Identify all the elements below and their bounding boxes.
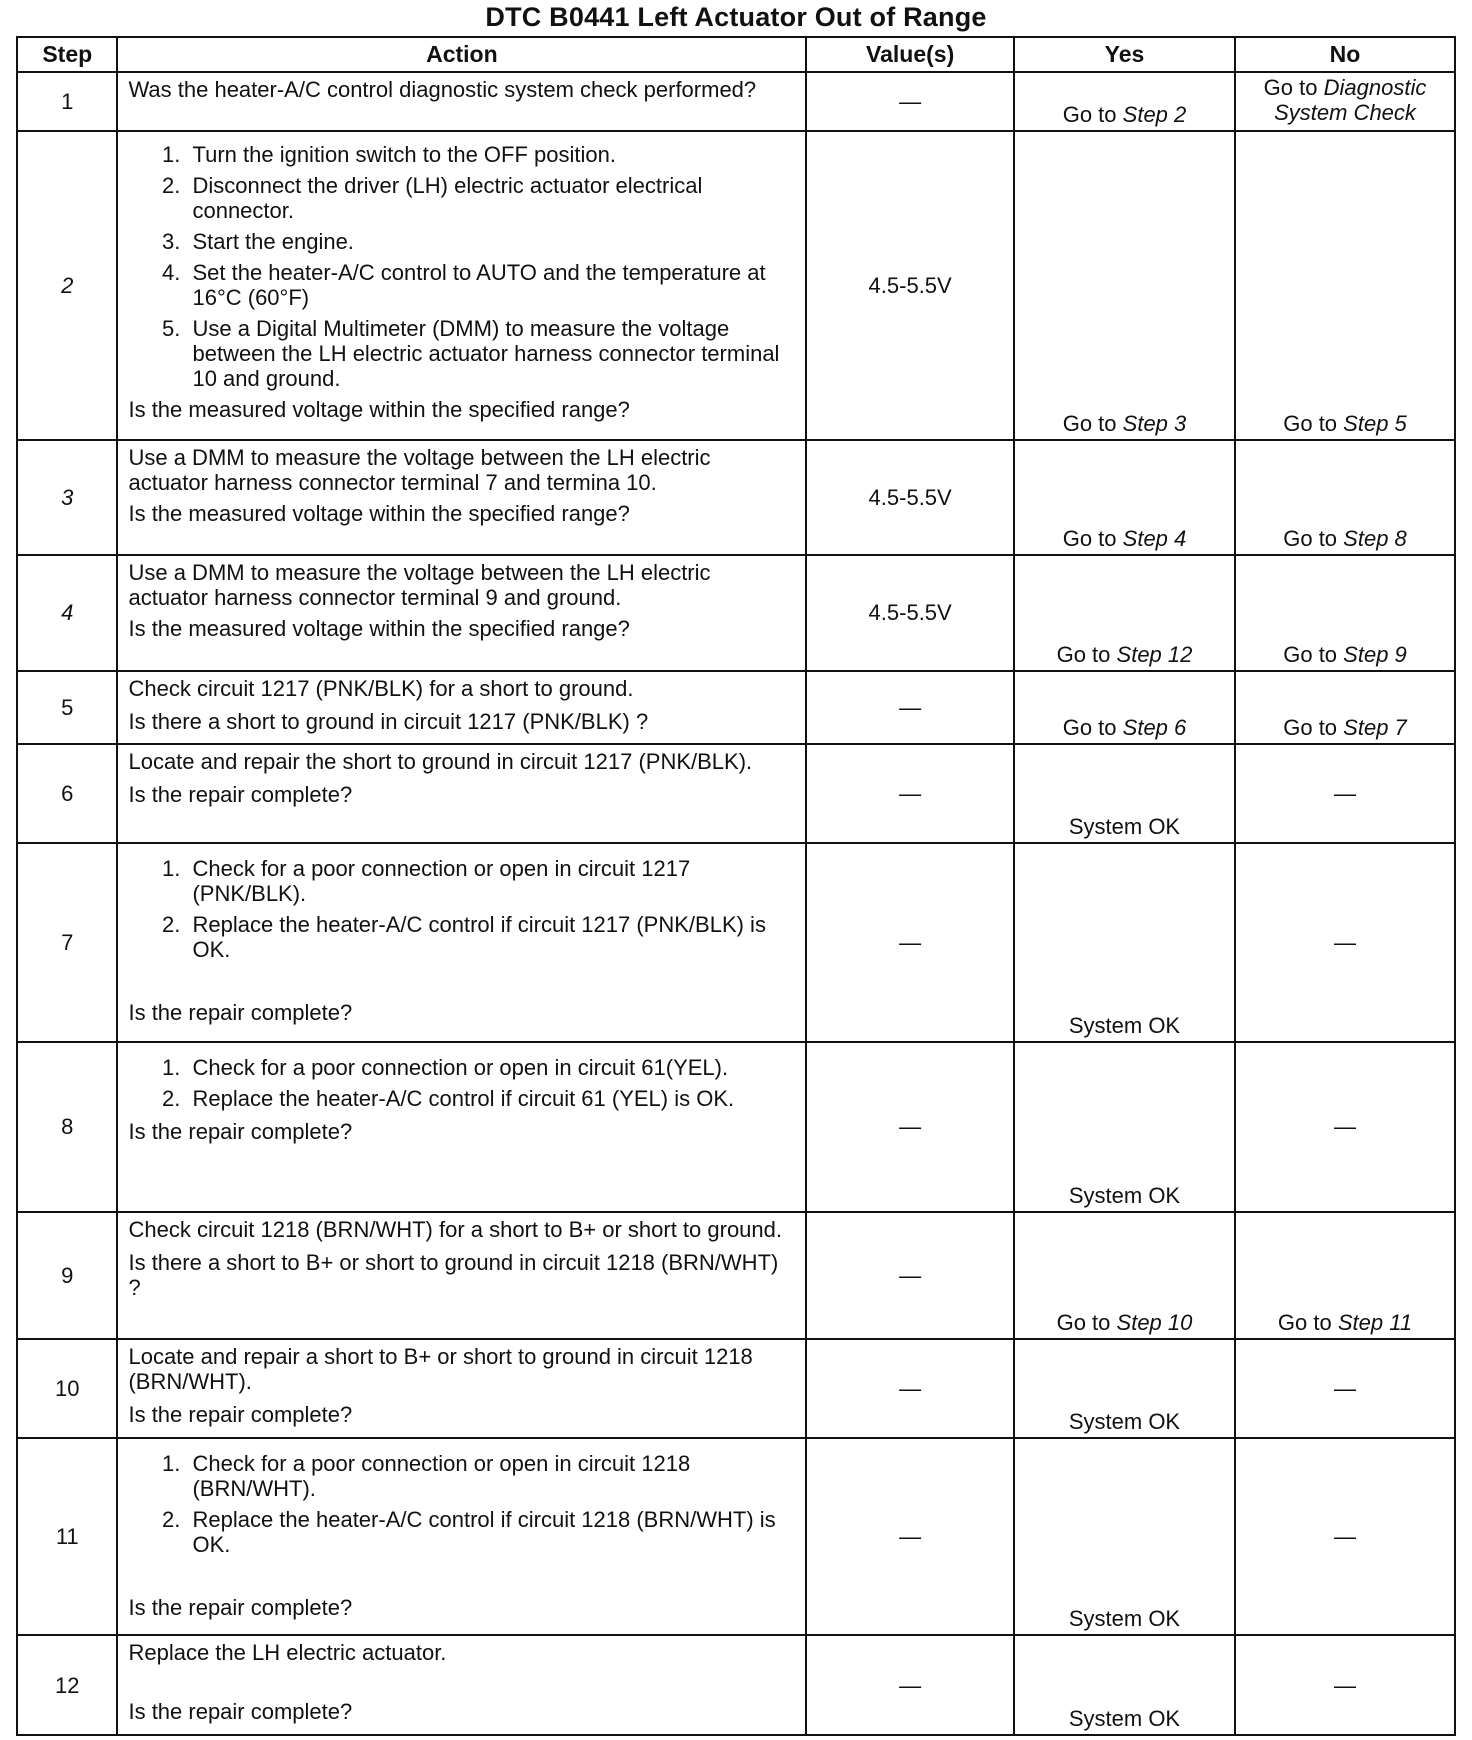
action-cell xyxy=(117,131,806,440)
action-question: Is the repair complete? xyxy=(128,1118,353,1144)
action-question: Is the repair complete? xyxy=(128,999,353,1025)
step-number: 1 xyxy=(17,72,117,131)
action-question: Is there a short to B+ or short to ground in circuit 1218 (BRN/WHT) ? xyxy=(128,1250,779,1301)
header-yes: Yes xyxy=(1014,37,1235,72)
action-question: Is the repair complete? xyxy=(128,1401,353,1427)
header-step: Step xyxy=(17,37,117,72)
no-target: Step 8 xyxy=(1343,526,1407,552)
yes-target: Step 2 xyxy=(1122,102,1187,128)
action-question: Is the measured voltage within the specified range? xyxy=(128,616,630,642)
table-row xyxy=(17,131,1455,440)
value-cell: — xyxy=(806,671,1014,745)
value-cell: — xyxy=(806,1438,1014,1635)
action-step: 1. Check for a poor connection or open in circuit 1218 (BRN/WHT). xyxy=(186,1451,795,1501)
action-cell xyxy=(117,744,806,843)
action-step: 2. Replace the heater-A/C control if circuit 1218 (BRN/WHT) is OK. xyxy=(186,1507,795,1557)
action-cell xyxy=(117,1438,806,1635)
action-steps xyxy=(128,1451,795,1557)
page-title: DTC B0441 Left Actuator Out of Range xyxy=(485,2,987,32)
table-row xyxy=(17,440,1455,555)
action-text: Check circuit 1217 (PNK/BLK) for a short to ground. xyxy=(128,675,634,701)
action-cell xyxy=(117,843,806,1042)
step-number: 4 xyxy=(17,555,117,670)
table-row xyxy=(17,1438,1455,1635)
action-cell xyxy=(117,1339,806,1439)
no-cell: — xyxy=(1235,744,1455,843)
yes-cell: Go to Step 12 xyxy=(1014,555,1235,670)
action-cell xyxy=(117,555,806,670)
action-text: Locate and repair the short to ground in circuit 1217 (PNK/BLK). xyxy=(128,749,753,775)
no-target: Step 9 xyxy=(1343,641,1407,667)
step-number: 7 xyxy=(17,843,117,1042)
table-row xyxy=(17,671,1455,745)
table-row xyxy=(17,555,1455,670)
no-cell: — xyxy=(1235,1042,1455,1212)
action-step: 1. Check for a poor connection or open in circuit 1217 (PNK/BLK). xyxy=(186,856,795,906)
yes-target: Step 10 xyxy=(1116,1309,1193,1335)
table-row xyxy=(17,843,1455,1042)
no-target-line2: System Check xyxy=(1274,100,1416,125)
step-number: 11 xyxy=(17,1438,117,1635)
table-row xyxy=(17,1212,1455,1339)
no-cell: Go to Step 5 xyxy=(1235,131,1455,440)
action-question: Is the repair complete? xyxy=(128,1595,353,1621)
yes-cell: Go to Step 3 xyxy=(1014,131,1235,440)
action-text: Locate and repair a short to B+ or short to ground in circuit 1218 (BRN/WHT). xyxy=(128,1343,753,1394)
no-cell: Go to Step 8 xyxy=(1235,440,1455,555)
value-cell: — xyxy=(806,72,1014,131)
yes-cell: System OK xyxy=(1014,1635,1235,1735)
step-number: 12 xyxy=(17,1635,117,1735)
yes-cell: Go to Step 10 xyxy=(1014,1212,1235,1339)
no-cell: — xyxy=(1235,1339,1455,1439)
yes-target: Step 6 xyxy=(1122,715,1187,741)
table-row xyxy=(17,72,1455,131)
yes-target: Step 4 xyxy=(1122,526,1187,552)
no-cell: Go to Step 7 xyxy=(1235,671,1455,745)
value-cell: — xyxy=(806,1042,1014,1212)
action-step: 1. Turn the ignition switch to the OFF position. xyxy=(186,142,795,167)
table-row xyxy=(17,1635,1455,1735)
action-steps xyxy=(128,856,795,962)
yes-cell: System OK xyxy=(1014,1438,1235,1635)
action-question: Is the measured voltage within the specified range? xyxy=(128,501,630,527)
table-row xyxy=(17,1339,1455,1439)
action-step: 5. Use a Digital Multimeter (DMM) to measure the voltage between the LH electric actuator harness connector terminal 10 and ground. xyxy=(186,316,795,391)
action-question: Is the measured voltage within the specified range? xyxy=(128,397,630,423)
no-cell: — xyxy=(1235,1635,1455,1735)
yes-target: Step 12 xyxy=(1116,641,1193,667)
action-text: Was the heater-A/C control diagnostic system check performed? xyxy=(128,77,757,102)
step-number: 5 xyxy=(17,671,117,745)
table-header-row xyxy=(17,37,1455,72)
table-row xyxy=(17,744,1455,843)
yes-target: Step 3 xyxy=(1122,411,1187,437)
action-text: Check circuit 1218 (BRN/WHT) for a short to B+ or short to ground. xyxy=(128,1217,782,1243)
action-question: Is the repair complete? xyxy=(128,782,353,808)
yes-cell: Go to Step 6 xyxy=(1014,671,1235,745)
step-number: 2 xyxy=(17,131,117,440)
no-cell: Go to Diagnostic System Check xyxy=(1235,72,1455,131)
action-step: 3. Start the engine. xyxy=(186,229,795,254)
action-text: Use a DMM to measure the voltage between the LH electric actuator harness connector terminal 7 and termina 10. xyxy=(128,445,711,496)
no-target: Diagnostic xyxy=(1323,75,1427,100)
action-step: 2. Replace the heater-A/C control if circuit 1217 (PNK/BLK) is OK. xyxy=(186,912,795,962)
action-text: Replace the LH electric actuator. xyxy=(128,1640,447,1666)
action-step: 1. Check for a poor connection or open in circuit 61(YEL). xyxy=(186,1055,795,1080)
action-step: 4. Set the heater-A/C control to AUTO and the temperature at 16°C (60°F) xyxy=(186,260,795,310)
no-target: Step 5 xyxy=(1343,411,1407,437)
value-cell: 4.5-5.5V xyxy=(806,555,1014,670)
action-cell xyxy=(117,671,806,745)
action-cell xyxy=(117,1212,806,1339)
action-question: Is there a short to ground in circuit 1217 (PNK/BLK) ? xyxy=(128,708,649,734)
yes-cell: System OK xyxy=(1014,1042,1235,1212)
no-cell: Go to Step 11 xyxy=(1235,1212,1455,1339)
yes-cell: System OK xyxy=(1014,1339,1235,1439)
action-text: Use a DMM to measure the voltage between the LH electric actuator harness connector terminal 9 and ground. xyxy=(128,560,711,611)
no-target: Step 11 xyxy=(1337,1309,1413,1335)
action-cell xyxy=(117,440,806,555)
action-question: Is the repair complete? xyxy=(128,1699,353,1725)
value-cell: 4.5-5.5V xyxy=(806,131,1014,440)
value-cell: — xyxy=(806,1339,1014,1439)
diagnostic-table xyxy=(16,36,1456,1736)
action-steps xyxy=(128,142,795,391)
no-cell: — xyxy=(1235,843,1455,1042)
step-number: 10 xyxy=(17,1339,117,1439)
step-number: 9 xyxy=(17,1212,117,1339)
action-cell xyxy=(117,1635,806,1735)
action-step: 2. Replace the heater-A/C control if circuit 61 (YEL) is OK. xyxy=(186,1086,795,1111)
no-cell: Go to Step 9 xyxy=(1235,555,1455,670)
yes-cell: System OK xyxy=(1014,744,1235,843)
step-number: 8 xyxy=(17,1042,117,1212)
no-target: Step 7 xyxy=(1343,715,1407,741)
table-row xyxy=(17,1042,1455,1212)
action-step: 2. Disconnect the driver (LH) electric actuator electrical connector. xyxy=(186,173,795,223)
yes-cell: Go to Step 2 xyxy=(1014,72,1235,131)
value-cell: — xyxy=(806,843,1014,1042)
step-number: 3 xyxy=(17,440,117,555)
yes-cell: System OK xyxy=(1014,843,1235,1042)
action-steps xyxy=(128,1055,795,1111)
header-no: No xyxy=(1235,37,1455,72)
header-values: Value(s) xyxy=(806,37,1014,72)
no-cell: — xyxy=(1235,1438,1455,1635)
value-cell: 4.5-5.5V xyxy=(806,440,1014,555)
value-cell: — xyxy=(806,1212,1014,1339)
header-action: Action xyxy=(117,37,806,72)
action-cell xyxy=(117,72,806,131)
step-number: 6 xyxy=(17,744,117,843)
value-cell: — xyxy=(806,1635,1014,1735)
action-cell xyxy=(117,1042,806,1212)
yes-cell: Go to Step 4 xyxy=(1014,440,1235,555)
value-cell: — xyxy=(806,744,1014,843)
